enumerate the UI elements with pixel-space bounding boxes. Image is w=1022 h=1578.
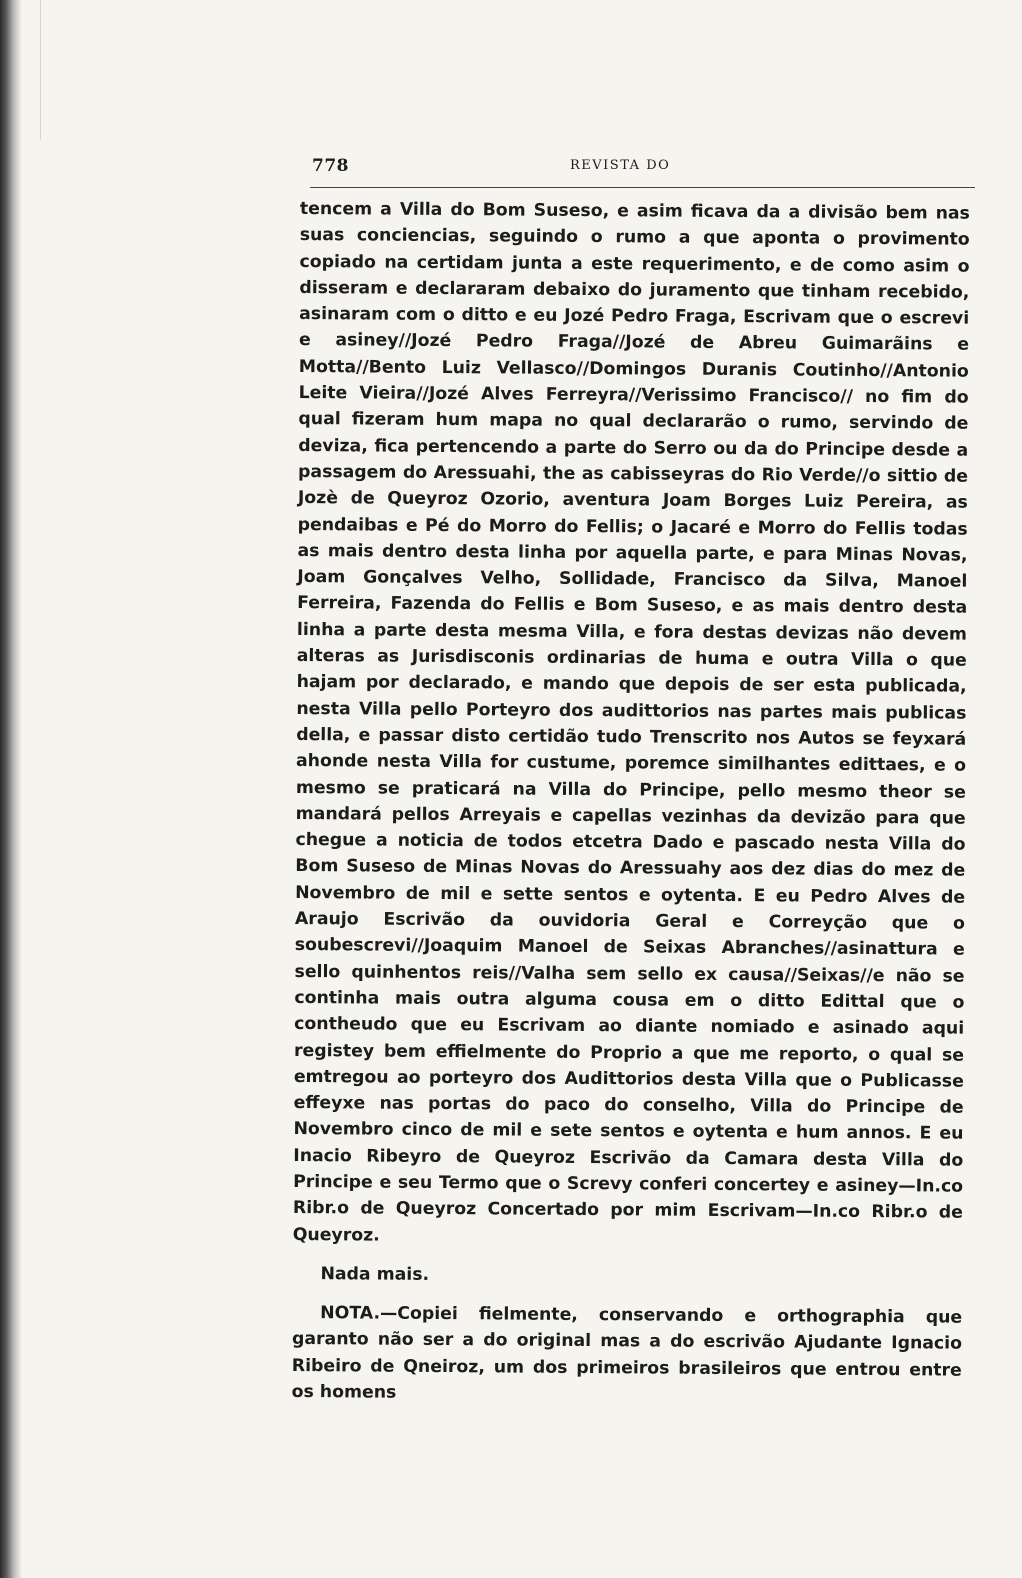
header-rule <box>310 187 975 188</box>
scan-left-edge <box>0 0 22 1578</box>
page-header <box>290 150 975 184</box>
paragraph-nada-mais: Nada mais. <box>320 1264 430 1285</box>
running-title: REVISTA DO <box>570 158 671 173</box>
page-body <box>292 196 970 1410</box>
paragraph-nota: NOTA.—Copiei fielmente, conservando e orthographia que garanto não ser a do original mas a do escrivão Ajudante Ignacio Ribeiro de Qneiroz, um dos primeiros brasileiros que entrou entre os homens <box>291 1303 963 1403</box>
book-page <box>290 150 975 1403</box>
scan-margin-line <box>40 0 41 140</box>
page-number: 778 <box>312 156 349 176</box>
paragraph-1: tencem a Villa do Bom Suseso, e asim ficava da a divisão bem nas suas conciencias, seguindo o rumo a que aponta o provimento copiado na certidam junta a este requerimento, e de como asim o disseram e declararam debaixo do juramento que tinham recebido, asinaram com o ditto e eu Jozé Pedro Fraga, Escrivam que o escrevi e asiney//Jozé Pedro Fraga//Jozé de Abreu Guimarãins e Motta//Bento Luiz Vellasco//Domingos Duranis Coutinho//Antonio Leite Vieira//Jozé Alves Ferreyra//Verissimo Francisco// no fim do qual fizeram hum mapa no qual declararão o rumo, servindo de deviza, fica pertencendo a parte do Serro ou da do Principe desde a passagem do Aressuahi, the as cabisseyras do Rio Verde//o sittio de Jozè de Queyroz Ozorio, aventura Joam Borges Luiz Pereira, as pendaibas e Pé do Morro do Fellis; o Jacaré e Morro do Fellis todas as mais dentro desta linha por aquella parte, e para Minas Novas, Joam Gonçalves Velho, Sollidade, Francisco da Silva, Manoel Ferreira, Fazenda do Fellis e Bom Suseso, e as mais dentro desta linha a parte desta mesma Villa, e fora destas devizas não devem alteras as Jurisdisconis ordinarias de huma e outra Villa o que hajam por declarado, e mando que depois de ser esta publicada, nesta Villa pello Porteyro dos audittorios nas partes mais publicas della, e passar disto certidão tudo Trenscrito nos Autos se feyxará ahonde nesta Villa for custume, poremce similhantes edittaes, e o mesmo se praticará na Villa do Principe, pello mesmo theor se mandará pellos Arreyais e capellas vezinhas da devizão para que chegue a noticia de todos etcetra Dado e pascado nesta Villa do Bom Suseso de Minas Novas do Aressuahy aos dez dias do mez de Novembro de mil e sette sentos e oytenta. E eu Pedro Alves de Araujo Escrivão da ouvidoria Geral e Correyção que o soubescrevi//Joaquim Manoel de Seixas Abranches//asinattura e sello quinhentos reis//Valha sem sello ex causa//Seixas//e não se continha mais outra alguma cousa em o ditto Edittal que o contheudo que eu Escrivam ao diante nomiado e asinado aqui registey bem effielmente do Proprio a que me reporto, o qual se emtregou ao porteyro dos Audittorios desta Villa que o Publicasse effeyxe nas portas do paco do conselho, Villa do Principe de Novembro cinco de mil e sete sentos e oytenta e hum annos. E eu Inacio Ribeyro de Queyroz Escrivão da Camara desta Villa do Principe e seu Termo que o Screvy conferi concertey e asiney—In.co Ribr.o de Queyroz Concertado por mim Escrivam—In.co Ribr.o de Queyroz. <box>292 198 970 1246</box>
